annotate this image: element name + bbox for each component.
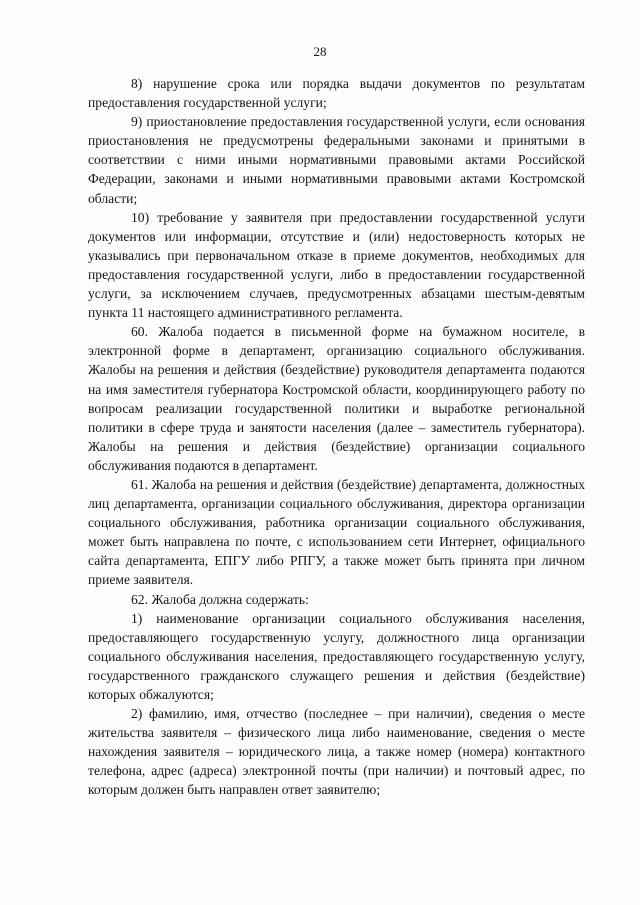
paragraph-subitem-1: 1) наименование организации социального обслуживания населения, предоставляющего государственную услугу, должностного лица организации социального обслуживания населения, предоставляющего государственную услугу, государственного гражданского служащего решения и действия (бездействие) которых обжалуются; bbox=[88, 610, 585, 702]
document-body bbox=[88, 74, 585, 800]
paragraph-clause-60: 60. Жалоба подается в письменной форме на бумажном носителе, в электронной форме в департамент, организацию социального обслуживания. Жалобы на решения и действия (бездействие) руководителя департамента подаются на имя заместителя губернатора Костромской области, координирующего работу по вопросам реализации государственной политики и выработке региональной политики в сфере труда и занятости населения (далее – заместитель губернатора). Жалобы на решения и действия (бездействие) организации социального обслуживания подаются в департамент. bbox=[88, 324, 585, 473]
paragraph-item-9: 9) приостановление предоставления государственной услуги, если основания приостановления не предусмотрены федеральными законами и принятыми в соответствии с ними иными нормативными правовыми актами Российской Федерации, законами и иными нормативными правовыми актами Костромской области; bbox=[88, 114, 585, 206]
paragraph-clause-61: 61. Жалоба на решения и действия (бездействие) департамента, должностных лиц департамента, организации социального обслуживания, директора организации социального обслуживания, работника организации социального обслуживания, может быть направлена по почте, с использованием сети Интернет, официального сайта департамента, ЕПГУ либо РПГУ, а также может быть принята при личном приеме заявителя. bbox=[88, 476, 585, 588]
paragraph-subitem-2: 2) фамилию, имя, отчество (последнее – при наличии), сведения о месте жительства заявителя – физического лица либо наименование, сведения о месте нахождения заявителя – юридического лица, а также номер (номера) контактного телефона, адрес (адреса) электронной почты (при наличии) и почтовый адрес, по которым должен быть направлен ответ заявителю; bbox=[88, 706, 585, 798]
paragraph-item-8: 8) нарушение срока или порядка выдачи документов по результатам предоставления государственной услуги; bbox=[88, 76, 585, 111]
page-number: 28 bbox=[313, 44, 327, 59]
paragraph-clause-62: 62. Жалоба должна содержать: bbox=[131, 591, 309, 607]
paragraph-item-10: 10) требование у заявителя при предоставлении государственной услуги документов или информации, отсутствие и (или) недостоверность которых не указывались при первоначальном отказе в приеме документов, необходимых для предоставления государственной услуги, либо в предоставлении государственной услуги, за исключением случаев, предусмотренных абзацами шестым-девятым пункта 11 настоящего административного регламента. bbox=[88, 209, 585, 321]
